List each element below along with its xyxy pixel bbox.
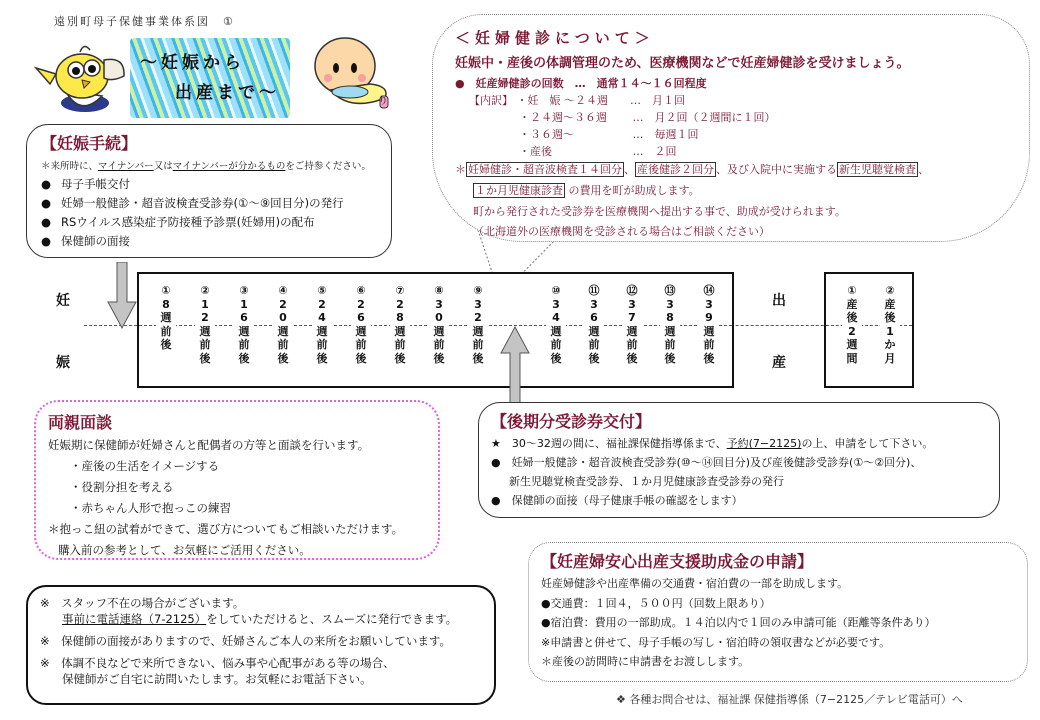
banner-title-line2: 出産まで～ [175, 83, 280, 103]
note-prefix: ＊来所時に、 [41, 161, 99, 172]
checkup-week-char: 3 [552, 297, 560, 311]
checkup-number: ⑨ [473, 284, 483, 297]
checkup-number: ⑭ [703, 284, 715, 297]
breakdown-freq: … 毎週１回 [632, 128, 699, 141]
checkup-number: ③ [239, 284, 249, 297]
checkup-week-char: 3 [666, 297, 674, 311]
checkup-week-char: 4 [318, 311, 326, 324]
timeline-checkup-column [312, 284, 332, 365]
postnatal-char: 産 [846, 297, 858, 311]
checkup-week-char: 週 [588, 324, 600, 338]
outside-hokkaido-note: （北海道外の医療機関を受診される場合はご相談ください） [473, 225, 770, 238]
breakdown-freq: … ２回 [632, 145, 677, 158]
checkup-number: ① [161, 284, 171, 297]
checkup-week-char: 週 [626, 324, 638, 338]
exam-subsidy-row [455, 160, 1007, 180]
procedure-note [41, 158, 377, 172]
exam-count-row: ● 妊産婦健診の回数 … 通常１４～１６回程度 [455, 77, 707, 90]
document-title: 遠別町母子保健事業体系図 ① [54, 15, 235, 28]
subsidy-item-postnatal: 産後健診２回分 [637, 163, 714, 176]
timeline-checkup-column [546, 284, 566, 365]
checkup-week-char: 0 [435, 311, 443, 324]
checkup-number: ② [200, 284, 210, 297]
checkup-week-char: 週 [664, 324, 676, 338]
timeline-checkup-column [429, 284, 449, 365]
checkup-week-char: 後 [160, 338, 172, 351]
checkup-week-char: 後 [199, 351, 211, 365]
checkup-week-char: 9 [705, 311, 713, 324]
checkup-week-char: 4 [552, 311, 560, 324]
checkup-week-char: 前 [238, 338, 250, 351]
timeline-checkup-column [390, 284, 410, 365]
checkup-week-char: 1 [240, 297, 248, 311]
timeline-checkup-column [195, 284, 215, 365]
late-vouchers-title: 【後期分受診券交付】 [491, 412, 652, 431]
checkup-week-char: 7 [628, 311, 636, 324]
late-vouchers-instruction [491, 434, 987, 453]
parents-note2: 購入前の参考として、お気軽にご活用ください。 [58, 543, 311, 557]
late-vouchers-item: ● 妊婦一般健診・超音波検査受診券(⑩～⑭回目分)及び産後健診受診券(①～②回分)、 [491, 456, 922, 469]
checkup-week-char: 2 [396, 297, 404, 311]
note-mynumber-proof: マイナンバーが分かるもの [172, 161, 286, 172]
checkup-number: ⑤ [317, 284, 327, 297]
subsidy-item-1month: １か月児健康診査 [475, 184, 563, 197]
checkup-week-char: 2 [357, 297, 365, 311]
arrow-down-icon [107, 262, 137, 330]
checkup-week-char: 前 [472, 338, 484, 351]
timeline-checkup-column [622, 284, 642, 365]
timeline-checkup-column [584, 284, 604, 365]
checkup-week-char: 前 [588, 338, 600, 351]
checkup-week-char: 前 [316, 338, 328, 351]
parents-note: ＊抱っこ紐の試着ができて、選び方についてもご相談いただけます。 [48, 522, 404, 536]
call-ahead-suffix: をしていただけると、スムーズに発行できます。 [206, 612, 458, 626]
checkup-week-char: 後 [472, 351, 484, 365]
checkup-week-char: 前 [664, 338, 676, 351]
childbirth-support-grant-box [528, 542, 1028, 682]
subsidy-item-checkups: 妊婦健診・超音波検査１４回分 [468, 163, 622, 176]
checkup-week-char: 2 [474, 311, 482, 324]
breakdown-period: ・妊 娠 ～２４週 [516, 94, 608, 107]
checkup-number: ⑬ [664, 284, 676, 297]
pregnancy-label-bottom: 娠 [56, 355, 70, 371]
postnatal-char: 週 [846, 338, 858, 351]
checkup-week-char: 0 [279, 311, 287, 324]
grant-title: 【妊産婦安心出産支援助成金の申請】 [541, 552, 814, 571]
exam-breakdown-row [455, 109, 1007, 126]
subsidy-item-hearing: 新生児聴覚検査 [839, 163, 916, 176]
checkup-week-char: 後 [316, 351, 328, 365]
checkup-week-char: 週 [316, 324, 328, 338]
checkup-number: ⑫ [626, 284, 638, 297]
chick-illustration-icon [30, 38, 130, 118]
checkup-week-char: 後 [394, 351, 406, 365]
parents-title: 両親面談 [48, 413, 113, 432]
procedure-item: ● 妊婦一般健診・超音波検査受診券(①～⑨回目分)の発行 [41, 194, 377, 213]
timeline-checkup-column [660, 284, 680, 365]
subsidy-star: ＊ [455, 163, 466, 176]
exam-lead: 妊娠中・産後の体調管理のため、医療機関などで妊産婦健診を受けましょう。 [455, 56, 910, 71]
checkup-week-char: 前 [199, 338, 211, 351]
checkup-week-char: 前 [277, 338, 289, 351]
checkup-week-char: 3 [590, 297, 598, 311]
procedure-item: ● 母子手帳交付 [41, 175, 377, 194]
checkup-week-char: 2 [279, 297, 287, 311]
timeline-checkup-column [156, 284, 176, 352]
timeline-checkup-column [699, 284, 719, 365]
timeline-checkup-column [273, 284, 293, 365]
checkup-week-char: 2 [201, 311, 209, 324]
checkup-number: ⑦ [395, 284, 405, 297]
procedure-title: 【妊娠手続】 [41, 134, 138, 153]
checkup-week-char: 8 [162, 297, 170, 311]
checkup-week-char: 3 [435, 297, 443, 311]
postnatal-char: 産 [884, 297, 896, 311]
postnatal-char: 2 [848, 324, 856, 338]
checkup-week-char: 後 [664, 351, 676, 365]
birth-label-bottom: 産 [772, 355, 786, 371]
timeline-postnatal-column [842, 284, 862, 365]
parents-intro: 妊娠期に保健師が妊婦さんと配偶者の方等と面談を行います。 [48, 438, 370, 452]
procedure-item: ● RSウイルス感染症予防接種予診票(妊婦用)の配布 [41, 213, 377, 232]
checkup-week-char: 3 [628, 297, 636, 311]
call-ahead-phone: 事前に電話連絡（7-2125） [62, 612, 207, 626]
reservation-phone: 予約(7−2125) [726, 437, 802, 450]
baby-sound-mark: り [378, 96, 388, 107]
checkup-week-char: 後 [238, 351, 250, 365]
postnatal-char: か [884, 338, 896, 351]
checkup-week-char: 8 [396, 311, 404, 324]
checkup-week-char: 後 [588, 351, 600, 365]
exam-subsidy-row2 [455, 180, 1007, 202]
checkup-week-char: 週 [394, 324, 406, 338]
separator: 、 [624, 163, 635, 176]
checkup-week-char: 週 [433, 324, 445, 338]
postnatal-char: 間 [846, 351, 858, 365]
breakdown-period: ・３６週～ [519, 128, 574, 141]
checkup-week-char: 前 [433, 338, 445, 351]
late-vouchers-box [478, 402, 1000, 518]
checkup-week-char: 前 [355, 338, 367, 351]
checkup-week-char: 週 [277, 324, 289, 338]
checkup-week-char: 6 [357, 311, 365, 324]
exam-title: ＜妊婦健診について＞ [455, 29, 655, 47]
birth-label-top: 出 [772, 293, 786, 309]
voucher-note: 町から発行された受診券を医療機関へ提出する事で、助成が受けられます。 [473, 205, 846, 218]
instruction-prefix: ★ 30～32週の間に、福祉課保健指導係まで、 [491, 437, 727, 450]
note-home-visit-cont: 保健師がご自宅に訪問いたします。お気軽にお電話下さい。 [62, 672, 372, 686]
procedure-item: ● 保健師の面接 [41, 232, 377, 251]
note-suffix: をご持参ください。 [285, 161, 371, 172]
checkup-number: ⑥ [356, 284, 366, 297]
subsidy-mid: 、及び入院中に実施する [716, 163, 837, 176]
parents-item: ・産後の生活をイメージする [70, 459, 220, 473]
checkup-week-char: 週 [703, 324, 715, 338]
checkup-week-char: 後 [433, 351, 445, 365]
postnatal-char: 後 [846, 311, 858, 324]
note-mynumber: マイナンバー [98, 161, 154, 172]
checkup-number: ⑧ [434, 284, 444, 297]
parents-item: ・赤ちゃん人形で抱っこの練習 [70, 501, 231, 515]
exam-breakdown-row [455, 92, 1007, 109]
checkup-week-char: 8 [666, 311, 674, 324]
breakdown-freq: … 月１回 [630, 94, 685, 107]
parents-interview-box [34, 400, 440, 560]
checkup-week-char: 週 [355, 324, 367, 338]
parents-item: ・役割分担を考える [70, 480, 174, 494]
instruction-suffix: の上、申請をして下さい。 [801, 437, 934, 450]
note-mid: 又は [153, 161, 173, 172]
grant-required-docs: ※申請書と併せて、母子手帳の写し・宿泊時の領収書などが必要です。 [541, 635, 891, 649]
checkup-week-char: 後 [355, 351, 367, 365]
postnatal-char: 1 [886, 324, 894, 338]
breakdown-period: ・２４週～３６週 [519, 111, 607, 124]
breakdown-freq: … 月２回（２週間に１回） [632, 111, 776, 124]
checkup-number: ⑪ [588, 284, 600, 297]
checkup-week-char: 前 [160, 324, 172, 338]
checkup-number: ⑩ [551, 284, 561, 297]
note-in-person: ※ 保健師の面接がありますので、妊婦さんご本人の来所をお願いしています。 [40, 634, 451, 648]
checkup-week-char: 後 [626, 351, 638, 365]
checkup-week-char: 前 [626, 338, 638, 351]
checkup-week-char: 1 [201, 297, 209, 311]
pregnancy-procedure-box [26, 124, 392, 258]
pregnancy-label-top: 妊 [56, 293, 70, 309]
checkup-week-char: 後 [550, 351, 562, 365]
checkup-week-char: 前 [394, 338, 406, 351]
checkup-week-char: 前 [703, 338, 715, 351]
checkup-week-char: 前 [550, 338, 562, 351]
checkup-week-char: 週 [160, 311, 172, 324]
procedure-list [41, 175, 377, 251]
postnatal-checkup-range [824, 272, 914, 388]
contact-footer: ❖ 各種お問合せは、福祉課 保健指導係（7−2125／テレビ電話可）へ [616, 693, 963, 706]
checkup-week-char: 週 [550, 324, 562, 338]
grant-handover: ＊産後の訪問時に申請書をお渡しします。 [541, 655, 750, 668]
prenatal-checkup-info-bubble [432, 14, 1030, 242]
notes-box [26, 585, 496, 705]
breakdown-period: ・産後 [519, 145, 552, 158]
arrow-up-icon [500, 325, 530, 405]
timeline-postnatal-column [880, 284, 900, 365]
checkup-number: ④ [278, 284, 288, 297]
postnatal-char: 月 [884, 351, 896, 365]
checkup-week-char: 3 [474, 297, 482, 311]
exam-breakdown-row [455, 143, 1007, 160]
checkup-week-char: 週 [472, 324, 484, 338]
checkup-week-char: 後 [277, 351, 289, 365]
checkup-week-char: 週 [199, 324, 211, 338]
checkup-week-char: 2 [318, 297, 326, 311]
separator: 、 [918, 163, 929, 176]
checkup-week-char: 6 [240, 311, 248, 324]
note-call-ahead [40, 611, 482, 627]
subsidy-end: の費用を町が助成します。 [565, 184, 700, 197]
checkup-week-char: 週 [238, 324, 250, 338]
late-vouchers-item: ● 保健師の面接（母子健康手帳の確認をします） [491, 494, 743, 507]
note-home-visit: ※ 体調不良などで来所できない、悩み事や心配事がある等の場合、 [40, 656, 395, 670]
checkup-week-char: 後 [703, 351, 715, 365]
exam-breakdown-row [455, 126, 1007, 143]
banner-title-line1: ～妊娠から [140, 53, 245, 73]
checkup-number: ① [847, 284, 857, 297]
checkup-week-char: 3 [705, 297, 713, 311]
timeline-checkup-column [468, 284, 488, 365]
grant-intro: 妊産婦健診や出産準備の交通費・宿泊費の一部を助成します。 [541, 577, 849, 590]
postnatal-char: 後 [884, 311, 896, 324]
checkup-number: ② [885, 284, 895, 297]
late-vouchers-item-cont: 新生児聴覚検査受診券、１か月児健康診査受診券の発行 [509, 475, 784, 488]
timeline-checkup-column [351, 284, 371, 365]
note-staff-absent: ※ スタッフ不在の場合がございます。 [40, 596, 245, 610]
checkup-week-char: 6 [590, 311, 598, 324]
breakdown-label: 【内訳】 [469, 94, 513, 107]
grant-lodging: ●宿泊費：費用の一部助成。１４泊以内で１回のみ申請可能（距離等条件あり） [541, 616, 936, 629]
timeline-checkup-column [234, 284, 254, 365]
grant-transport: ●交通費：１回４，５００円（回数上限あり） [541, 596, 771, 610]
